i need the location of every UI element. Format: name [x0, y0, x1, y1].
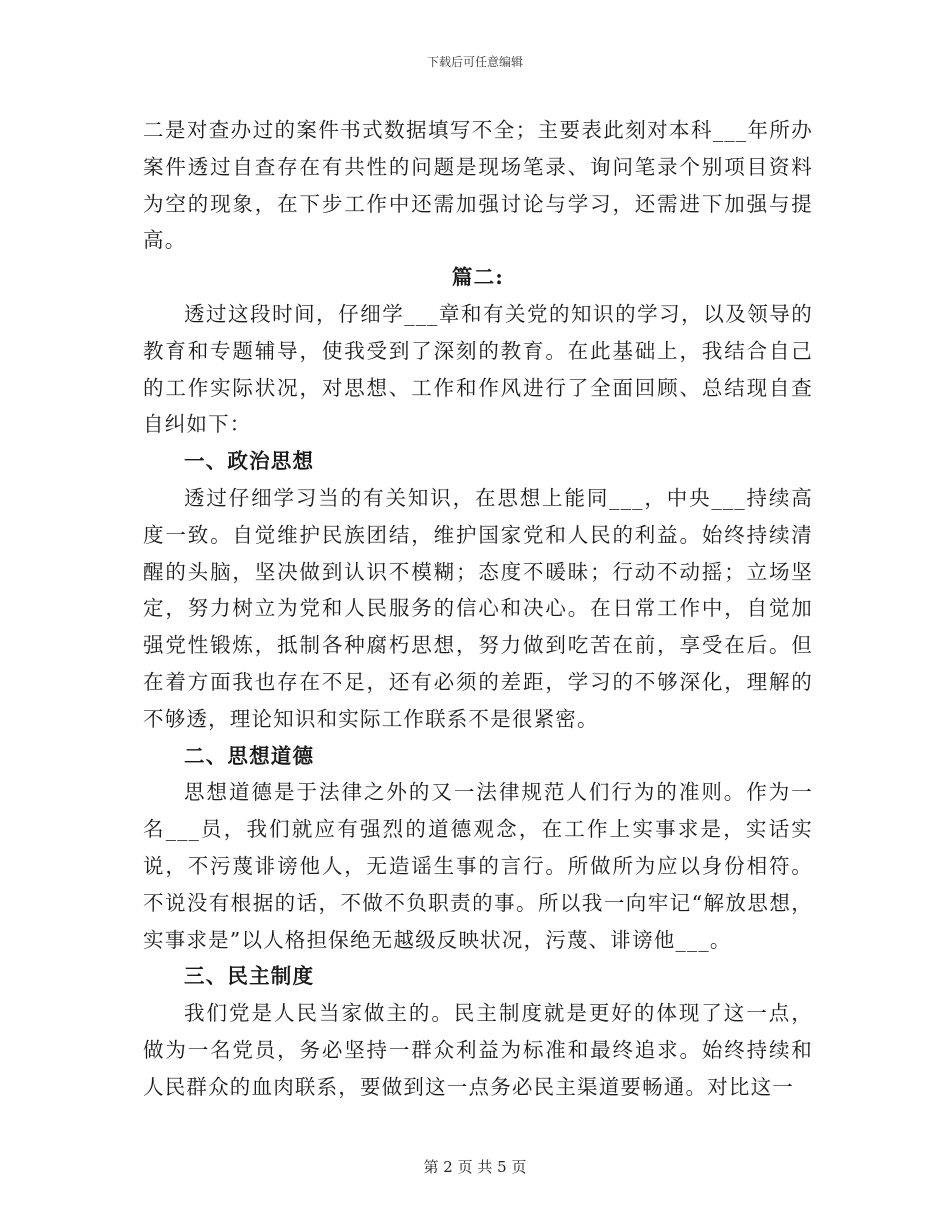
paragraph-1: 透过这段时间，仔细学___章和有关党的知识的学习，以及领导的教育和专题辅导，使我受到了深刻的教育。在此基础上，我结合自己的工作实际状况，对思想、工作和作风进行了全面回顾、总结现自查自纠如下：	[143, 301, 813, 437]
paragraph-4: 我们党是人民当家做主的。民主制度就是更好的体现了这一点，做为一名党员，务必坚持一群众利益为标准和最终追求。始终持续和人民群众的血肉联系，要做到这一点务必民主渠道要畅通。对比这一	[143, 1001, 813, 1099]
section-heading-democracy: 三、民主制度	[184, 964, 315, 989]
paragraph-intro: 二是对查办过的案件书式数据填写不全；主要表此刻对本科___年所办案件透过自查存在有共性的问题是现场笔录、询问笔录个别项目资料为空的现象，在下步工作中还需加强讨论与学习，还需进下加强与提高。	[143, 118, 813, 253]
paragraph-3: 思想道德是于法律之外的又一法律规范人们行为的准则。作为一名___员，我们就应有强烈的道德观念，在工作上实事求是，实话实说，不污蔑诽谤他人，无造谣生事的言行。所做所为应以身份相符。不说没有根据的话，不做不负职责的事。所以我一向牢记“解放思想，实事求是”以人格担保绝无越级反映状况，污蔑、诽谤他___。	[143, 780, 813, 952]
section-heading-politics: 一、政治思想	[184, 449, 315, 474]
section-heading-morality: 二、思想道德	[184, 743, 315, 768]
chapter-title: 篇二:	[451, 265, 505, 290]
paragraph-2: 透过仔细学习当的有关知识，在思想上能同___，中央___持续高度一致。自觉维护民族团结，维护国家党和人民的利益。始终持续清醒的头脑，坚决做到认识不模糊；态度不暖昧；行动不动摇；立场坚定，努力树立为党和人民服务的信心和决心。在日常工作中，自觉加强党性锻炼，抵制各种腐朽思想，努力做到吃苦在前，享受在后。但在着方面我也存在不足，还有必须的差距，学习的不够深化，理解的不够透，理论知识和实际工作联系不是很紧密。	[143, 485, 813, 731]
page-number: 第 2 页 共 5 页	[423, 1158, 527, 1176]
document-body	[143, 112, 813, 1106]
page-header: 下载后可任意编辑	[426, 55, 523, 69]
